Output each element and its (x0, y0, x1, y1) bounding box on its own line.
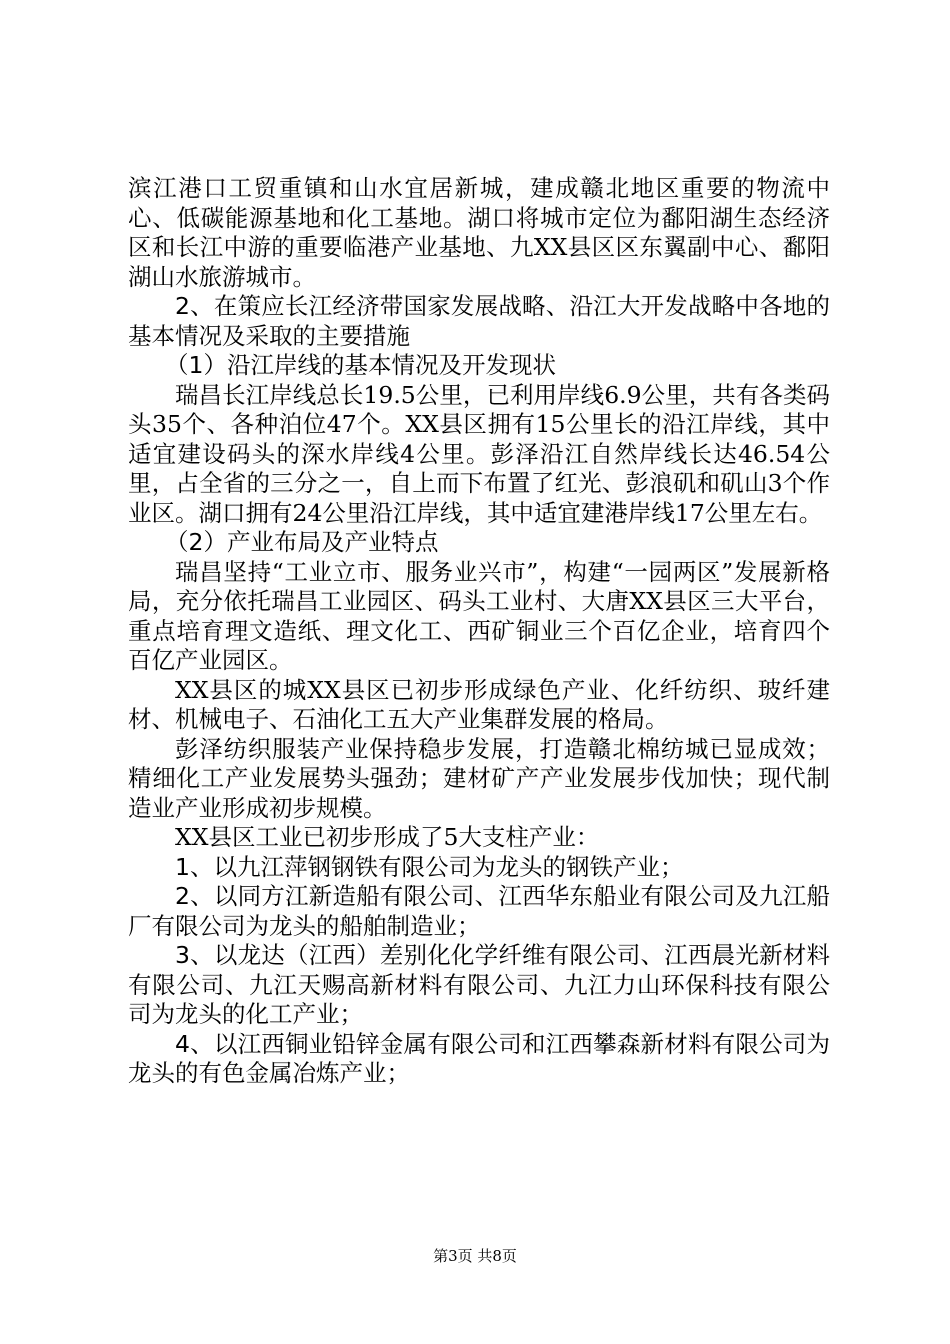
section-heading-2: 2、在策应长江经济带国家发展战略、沿江大开发战略中各地的基本情况及采取的主要措施 (128, 292, 830, 350)
list-item-3: 3、以龙达（江西）差别化化学纤维有限公司、江西晨光新材料有限公司、九江天赐高新材料有限公司、九江力山环保科技有限公司为龙头的化工产业； (128, 941, 830, 1028)
paragraph-pillar-intro: XX县区工业已初步形成了5大支柱产业： (175, 823, 600, 851)
list-item-2: 2、以同方江新造船有限公司、江西华东船业有限公司及九江船厂有限公司为龙头的船舶制造业； (128, 882, 830, 940)
paragraph-ruichang: 瑞昌坚持“工业立市、服务业兴市”，构建“一园两区”发展新格局，充分依托瑞昌工业园区、码头工业村、大唐XX县区三大平台，重点培育理文造纸、理文化工、西矿铜业三个百亿企业，培育四个百亿产业园区。 (128, 557, 830, 674)
subheading-1: （1）沿江岸线的基本情况及开发现状 (165, 351, 556, 379)
paragraph-pengze: 彭泽纺织服装产业保持稳步发展，打造赣北棉纺城已显成效；精细化工产业发展势头强劲；建材矿产产业发展步伐加快；现代制造业产业形成初步规模。 (128, 734, 830, 822)
document-body (128, 174, 830, 1089)
paragraph-shoreline: 瑞昌长江岸线总长19.5公里，已利用岸线6.9公里，共有各类码头35个、各种泊位47个。XX县区拥有15公里长的沿江岸线，其中适宜建设码头的深水岸线4公里。彭泽沿江自然岸线长达46.54公里，占全省的三分之一，自上而下布置了红光、彭浪矶和矶山3个作业区。湖口拥有24公里沿江岸线，其中适宜建港岸线17公里左右。 (128, 380, 830, 527)
page-footer: 第3页 共8页 (433, 1247, 517, 1265)
list-item-4: 4、以江西铜业铅锌金属有限公司和江西攀森新材料有限公司为龙头的有色金属冶炼产业； (128, 1029, 830, 1087)
subheading-2: （2）产业布局及产业特点 (165, 528, 439, 556)
list-item-1: 1、以九江萍钢钢铁有限公司为龙头的钢铁产业； (175, 852, 684, 881)
paragraph-county-clusters: XX县区的城XX县区已初步形成绿色产业、化纤纺织、玻纤建材、机械电子、石油化工五大产业集群发展的格局。 (128, 675, 830, 733)
paragraph-city-positioning: 滨江港口工贸重镇和山水宜居新城，建成赣北地区重要的物流中心、低碳能源基地和化工基地。湖口将城市定位为鄱阳湖生态经济区和长江中游的重要临港产业基地、九XX县区区东翼副中心、鄱阳湖山水旅游城市。 (128, 174, 830, 291)
